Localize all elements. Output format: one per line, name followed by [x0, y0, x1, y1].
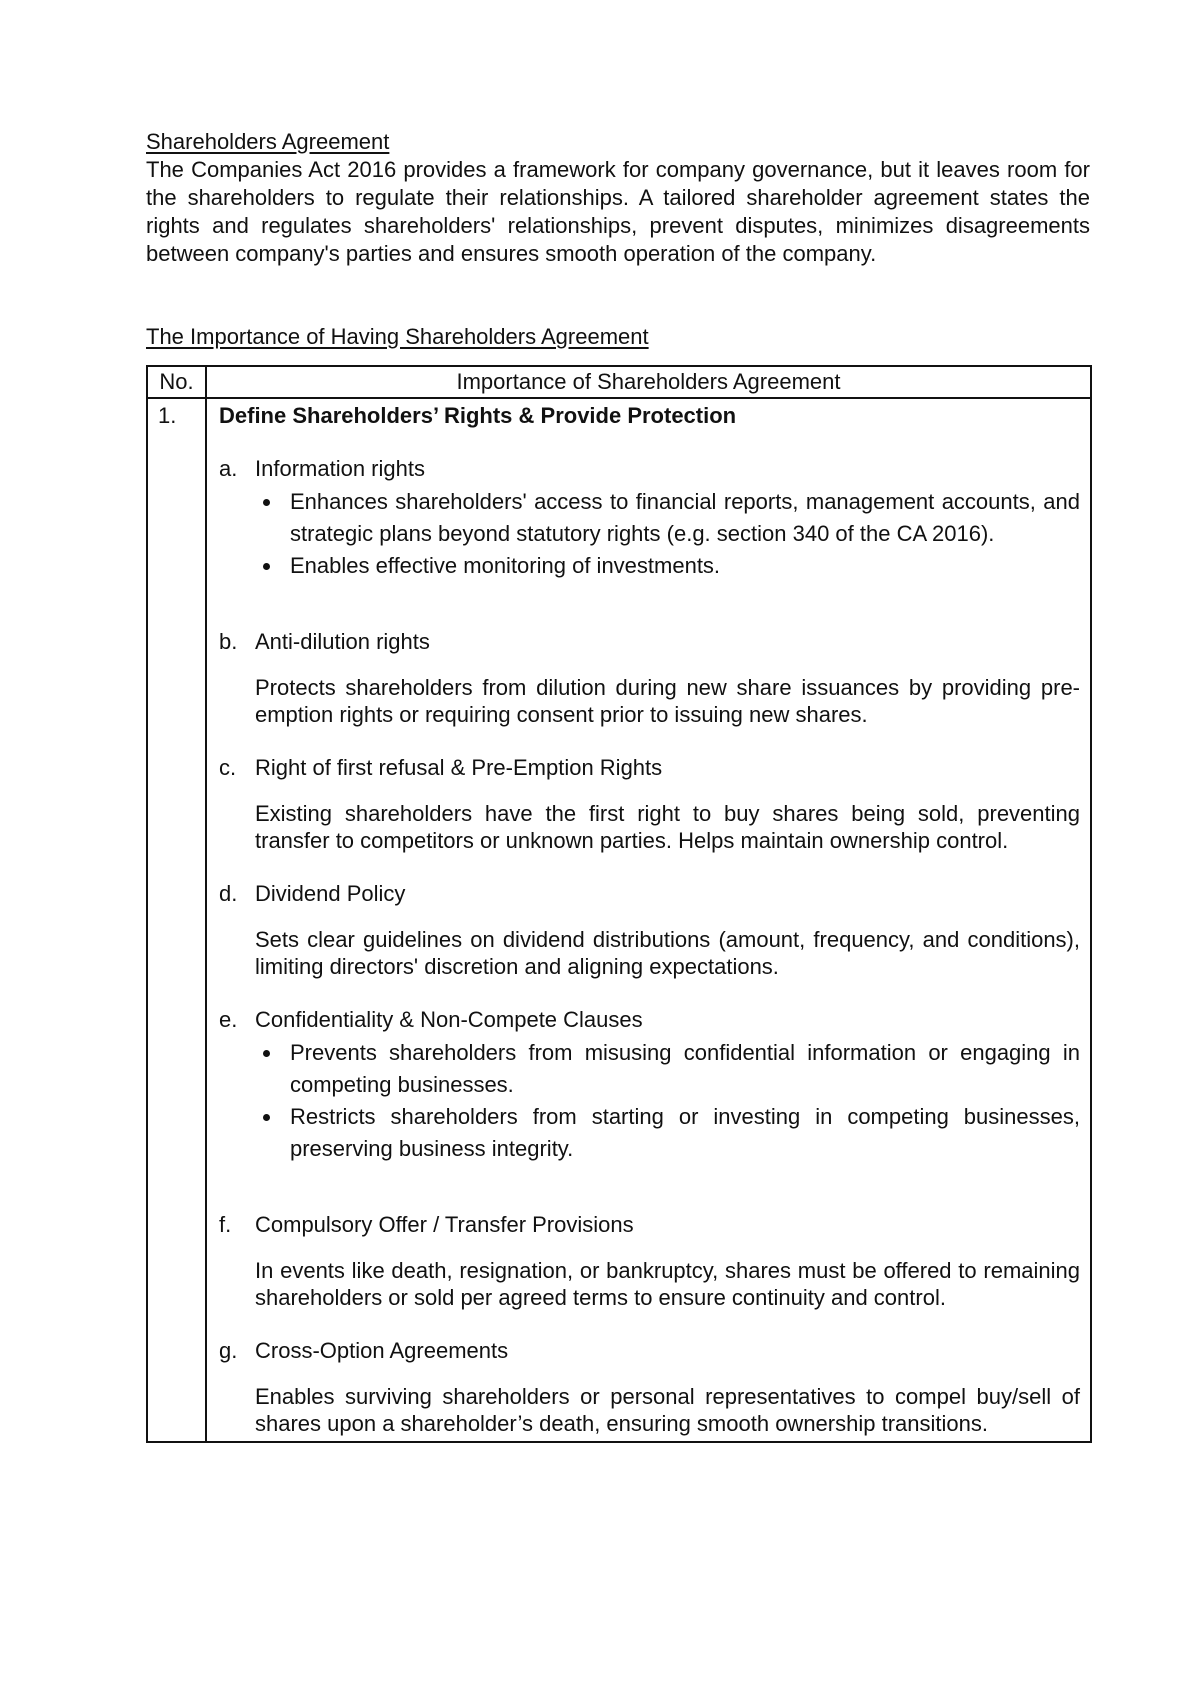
- item-dividend-policy: [219, 880, 1080, 980]
- header-importance: Importance of Shareholders Agreement: [206, 366, 1091, 398]
- intro-paragraph: The Companies Act 2016 provides a framework for company governance, but it leaves room for the shareholders to regulate their relationships. A tailored shareholder agreement states the rights and regulates shareholders' relationships, prevent disputes, minimizes disagreements between company's parties and ensures smooth operation of the company.: [146, 157, 1090, 266]
- table-row: [147, 398, 1091, 1442]
- row-heading: Define Shareholders’ Rights & Provide Protection: [219, 403, 737, 428]
- item-description: Enables surviving shareholders or personal representatives to compel buy/sell of shares upon a shareholder’s death, ensuring smooth ownership transitions.: [255, 1384, 1080, 1436]
- item-title: Anti-dilution rights: [255, 629, 430, 654]
- table-header-row: [147, 366, 1091, 398]
- item-description: Protects shareholders from dilution during new share issuances by providing pre-emption rights or requiring consent prior to issuing new shares.: [255, 675, 1080, 727]
- document-heading: Shareholders Agreement: [146, 129, 390, 154]
- document-page: [146, 128, 1090, 1443]
- list-item: Enables effective monitoring of investments.: [255, 550, 1080, 582]
- bullet-icon: [255, 486, 290, 550]
- bullet-list: [255, 486, 1080, 582]
- item-letter: b.: [219, 629, 238, 654]
- item-description: Existing shareholders have the first right to buy shares being sold, preventing transfer to competitors or unknown parties. Helps maintain ownership control.: [255, 801, 1080, 853]
- bullet-icon: [255, 1101, 290, 1165]
- item-title: Information rights: [255, 456, 425, 481]
- list-item: Prevents shareholders from misusing confidential information or engaging in competing businesses.: [255, 1037, 1080, 1101]
- section-title: The Importance of Having Shareholders Agreement: [146, 324, 649, 349]
- row-content: [206, 398, 1091, 1442]
- row-number: 1.: [147, 398, 206, 1442]
- bullet-icon: [255, 550, 290, 582]
- item-letter: a.: [219, 456, 238, 481]
- item-description: In events like death, resignation, or bankruptcy, shares must be offered to remaining shareholders or sold per agreed terms to ensure continuity and control.: [255, 1258, 1080, 1310]
- item-first-refusal: [219, 754, 1080, 854]
- item-letter: c.: [219, 755, 237, 780]
- item-cross-option: [219, 1337, 1080, 1437]
- item-letter: e.: [219, 1007, 238, 1032]
- item-compulsory-offer: [219, 1211, 1080, 1311]
- item-letter: f.: [219, 1212, 232, 1237]
- importance-table: [146, 365, 1092, 1443]
- item-title: Compulsory Offer / Transfer Provisions: [255, 1212, 634, 1237]
- item-title: Right of first refusal & Pre-Emption Rights: [255, 755, 663, 780]
- item-letter: g.: [219, 1338, 238, 1363]
- header-no: No.: [147, 366, 206, 398]
- item-confidentiality: [219, 1006, 1080, 1165]
- item-title: Cross-Option Agreements: [255, 1338, 509, 1363]
- item-letter: d.: [219, 881, 238, 906]
- item-title: Dividend Policy: [255, 881, 406, 906]
- bullet-list: [255, 1037, 1080, 1165]
- item-description: Sets clear guidelines on dividend distributions (amount, frequency, and conditions), limiting directors' discretion and aligning expectations.: [255, 927, 1080, 979]
- item-anti-dilution: [219, 628, 1080, 728]
- list-item: Enhances shareholders' access to financial reports, management accounts, and strategic plans beyond statutory rights (e.g. section 340 of the CA 2016).: [255, 486, 1080, 550]
- item-title: Confidentiality & Non-Compete Clauses: [255, 1007, 643, 1032]
- bullet-icon: [255, 1037, 290, 1101]
- list-item: Restricts shareholders from starting or investing in competing businesses, preserving business integrity.: [255, 1101, 1080, 1165]
- item-information-rights: [219, 455, 1080, 582]
